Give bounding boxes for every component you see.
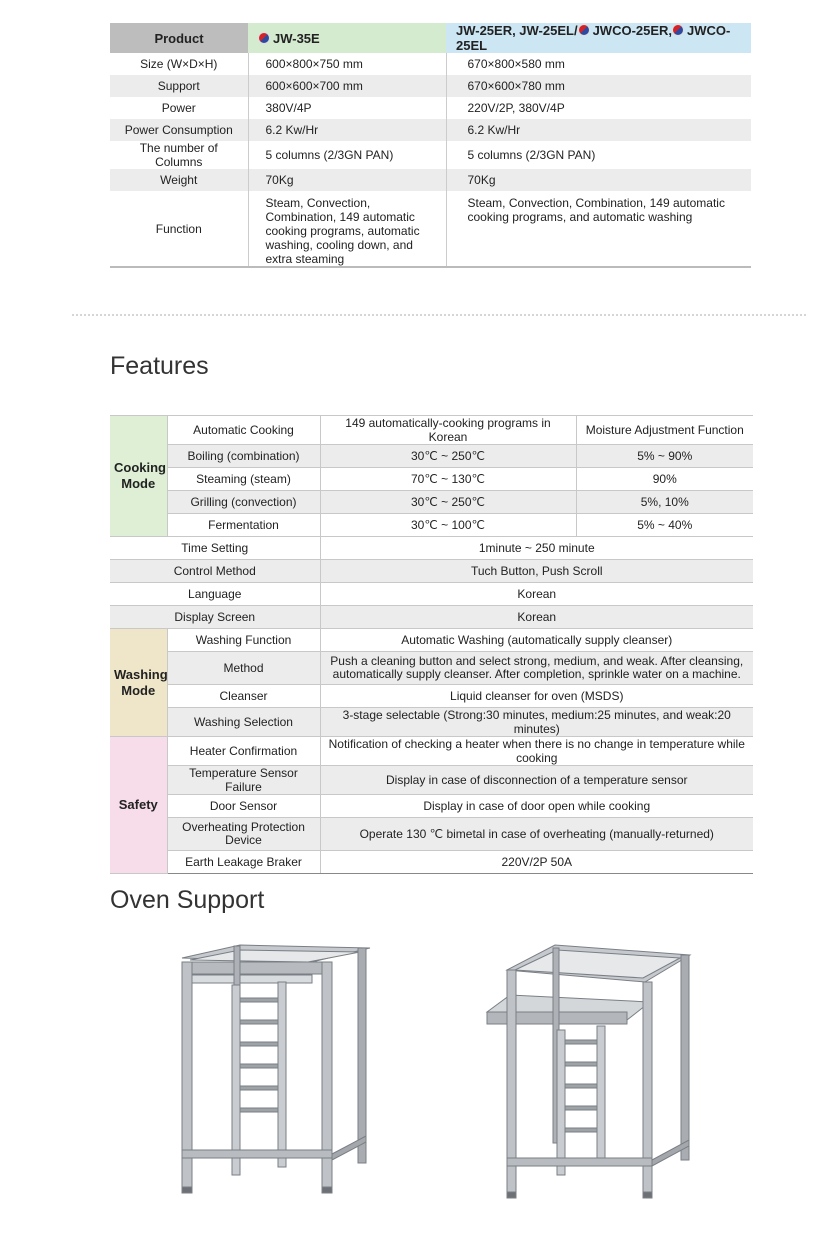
feature-value: 30℃ ~ 250℃ xyxy=(320,491,576,514)
feature-label: Earth Leakage Braker xyxy=(167,851,320,874)
feature-value: Moisture Adjustment Function xyxy=(576,416,753,445)
feature-label: Language xyxy=(110,583,320,606)
korea-flag-icon xyxy=(672,24,684,36)
table-row xyxy=(110,491,753,514)
feature-value: 30℃ ~ 100℃ xyxy=(320,514,576,537)
table-row xyxy=(110,416,753,445)
feature-label: Automatic Cooking xyxy=(167,416,320,445)
feature-label: Washing Function xyxy=(167,629,320,652)
feature-label: Steaming (steam) xyxy=(167,468,320,491)
feature-label: Washing Selection xyxy=(167,708,320,737)
spec-value-a: 5 columns (2/3GN PAN) xyxy=(248,141,446,169)
feature-value: Display in case of disconnection of a temperature sensor xyxy=(320,766,753,795)
feature-label: Boiling (combination) xyxy=(167,445,320,468)
spec-header-jw25: JW-25ER, JW-25EL/ JWCO-25ER, JWCO-25EL xyxy=(446,23,751,53)
table-row xyxy=(110,685,753,708)
oven-support-stand-image-2 xyxy=(485,940,705,1200)
feature-value: 149 automatically-cooking programs in Korean xyxy=(320,416,576,445)
feature-label: Overheating Protection Device xyxy=(167,818,320,851)
spec-label: Function xyxy=(110,191,248,267)
table-row xyxy=(110,445,753,468)
feature-label: Method xyxy=(167,652,320,685)
feature-label: Control Method xyxy=(110,560,320,583)
dotted-divider xyxy=(72,314,806,316)
table-row xyxy=(110,606,753,629)
spec-row xyxy=(110,97,751,119)
oven-support-stand-image-1 xyxy=(170,940,380,1195)
spec-label: Support xyxy=(110,75,248,97)
spec-value-b: 220V/2P, 380V/4P xyxy=(467,101,565,115)
group-washing-mode: Washing Mode xyxy=(110,629,167,737)
spec-row xyxy=(110,141,751,169)
feature-label: Grilling (convection) xyxy=(167,491,320,514)
spec-row xyxy=(110,169,751,191)
spec-value-a: 600×800×750 mm xyxy=(248,53,446,75)
feature-value: Notification of checking a heater when there is no change in temperature while cooking xyxy=(320,737,753,766)
feature-value: 5% ~ 90% xyxy=(576,445,753,468)
spec-header-row xyxy=(110,23,751,53)
features-table xyxy=(110,415,753,874)
group-cooking-mode: Cooking Mode xyxy=(110,416,167,537)
table-row xyxy=(110,766,753,795)
spec-row xyxy=(110,191,751,267)
feature-value: Tuch Button, Push Scroll xyxy=(320,560,753,583)
feature-value: Operate 130 ℃ bimetal in case of overheating (manually-returned) xyxy=(320,818,753,851)
spec-label: Power Consumption xyxy=(110,119,248,141)
spec-table xyxy=(110,23,751,268)
feature-value: 5% ~ 40% xyxy=(576,514,753,537)
feature-value: 1minute ~ 250 minute xyxy=(320,537,753,560)
spec-value-a: 600×600×700 mm xyxy=(248,75,446,97)
spec-label: Power xyxy=(110,97,248,119)
spec-value-b: 70Kg xyxy=(446,169,751,191)
feature-label: Door Sensor xyxy=(167,795,320,818)
table-row xyxy=(110,708,753,737)
features-title: Features xyxy=(110,352,209,380)
spec-value-b: 5 columns (2/3GN PAN) xyxy=(467,148,596,162)
feature-value: 70℃ ~ 130℃ xyxy=(320,468,576,491)
spec-row xyxy=(110,75,751,97)
table-row xyxy=(110,795,753,818)
feature-value: 5%, 10% xyxy=(576,491,753,514)
table-row xyxy=(110,514,753,537)
table-row xyxy=(110,560,753,583)
spec-value-b: 6.2 Kw/Hr xyxy=(446,119,751,141)
table-row xyxy=(110,468,753,491)
feature-label: Display Screen xyxy=(110,606,320,629)
spec-value-b: 670×800×580 mm xyxy=(467,57,565,71)
spec-header-jw35e: JW-35E xyxy=(248,23,446,53)
feature-label: Temperature Sensor Failure xyxy=(167,766,320,795)
feature-value: 90% xyxy=(576,468,753,491)
table-row xyxy=(110,537,753,560)
spec-value-a: 70Kg xyxy=(248,169,446,191)
group-safety: Safety xyxy=(110,737,167,874)
feature-value: Push a cleaning button and select strong, medium, and weak. After cleansing, automatically supply cleanser. After completion, sprinkle water on a machine. xyxy=(320,652,753,685)
spec-header-product: Product xyxy=(110,23,248,53)
table-row xyxy=(110,851,753,874)
table-row xyxy=(110,629,753,652)
feature-value: Korean xyxy=(320,583,753,606)
table-row xyxy=(110,652,753,685)
table-row xyxy=(110,737,753,766)
feature-value: 220V/2P 50A xyxy=(320,851,753,874)
table-row xyxy=(110,583,753,606)
feature-label: Heater Confirmation xyxy=(167,737,320,766)
spec-row xyxy=(110,119,751,141)
korea-flag-icon xyxy=(258,32,270,44)
spec-row xyxy=(110,53,751,75)
spec-value-a: 380V/4P xyxy=(248,97,446,119)
feature-value: Automatic Washing (automatically supply cleanser) xyxy=(320,629,753,652)
spec-label: Size (W×D×H) xyxy=(110,53,248,75)
feature-value: Display in case of door open while cooking xyxy=(320,795,753,818)
feature-value: Liquid cleanser for oven (MSDS) xyxy=(320,685,753,708)
feature-value: 30℃ ~ 250℃ xyxy=(320,445,576,468)
spec-value-b: 670×600×780 mm xyxy=(446,75,751,97)
korea-flag-icon xyxy=(578,24,590,36)
spec-label: Weight xyxy=(110,169,248,191)
spec-value-a: Steam, Convection, Combination, 149 automatic cooking programs, automatic washing, cooling down, and extra steaming xyxy=(248,191,446,267)
table-row xyxy=(110,818,753,851)
feature-label: Fermentation xyxy=(167,514,320,537)
oven-support-title: Oven Support xyxy=(110,886,265,914)
feature-value: 3-stage selectable (Strong:30 minutes, medium:25 minutes, and weak:20 minutes) xyxy=(320,708,753,737)
spec-label: The number of Columns xyxy=(110,141,248,169)
spec-value-a: 6.2 Kw/Hr xyxy=(248,119,446,141)
spec-value-b: Steam, Convection, Combination, 149 automatic cooking programs, and automatic washing xyxy=(446,191,751,267)
feature-label: Cleanser xyxy=(167,685,320,708)
feature-label: Time Setting xyxy=(110,537,320,560)
feature-value: Korean xyxy=(320,606,753,629)
